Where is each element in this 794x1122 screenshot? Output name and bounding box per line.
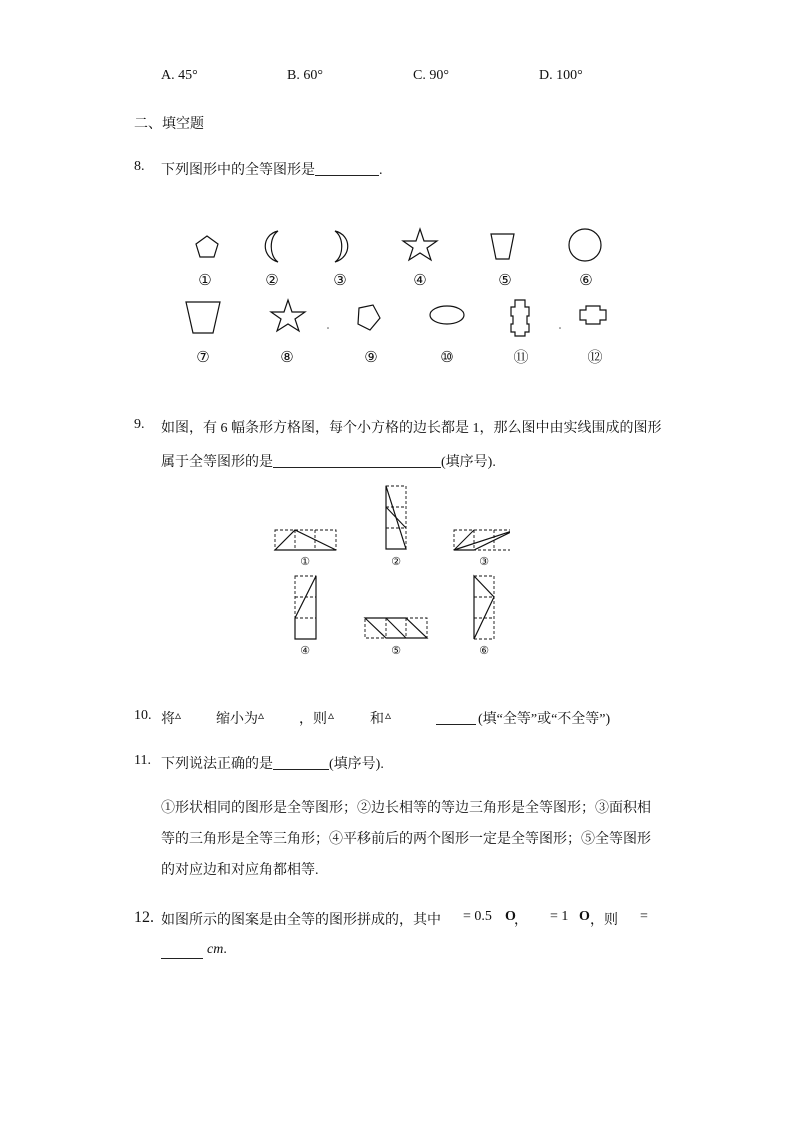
q9-figure <box>270 484 510 659</box>
q8-figure <box>170 220 630 370</box>
trapezoid-shape-5 <box>491 234 514 259</box>
q8-label-10: ⑩ <box>440 348 454 366</box>
q11-statements: ①形状相同的图形是全等图形；②边长相等的等边三角形是全等图形；③面积相等的三角形是全等三角形；④平移前后的两个图形一定是全等图形；⑤全等图形的对应边和对应角都相等. <box>161 801 651 878</box>
pentagon-shape-1 <box>196 236 218 257</box>
strip-2 <box>386 486 406 549</box>
q8-answer-blank[interactable] <box>315 161 379 176</box>
q8-label-12: ⑫ <box>587 348 603 366</box>
q10-triangle-4: ▵ <box>385 708 392 722</box>
q12-text: 如图所示的图案是由全等的图形拼成的，其中 <box>161 913 441 928</box>
q9-number: 9. <box>134 417 145 432</box>
q8-label-11: ⑪ <box>513 348 529 366</box>
q9-end: (填序号). <box>441 455 496 470</box>
crescent-shape-3 <box>335 231 348 262</box>
strip-1 <box>275 530 336 550</box>
q8-number: 8. <box>134 159 145 174</box>
q10-triangle-3: ▵ <box>328 708 335 722</box>
star-shape-8 <box>271 300 305 331</box>
cross-shape-12 <box>580 306 606 324</box>
q8-label-2: ② <box>265 271 279 289</box>
q12-number: 12. <box>134 909 154 926</box>
q12-unit-cm-text: cm <box>207 942 224 957</box>
ellipse-shape-10 <box>430 306 464 324</box>
q11-text <box>161 753 384 773</box>
q8-label-6: ⑥ <box>579 271 593 289</box>
q10-triangle-2: ▵ <box>258 708 265 722</box>
circle-shape-6 <box>569 229 601 261</box>
q9-label-4: ④ <box>300 644 310 657</box>
q12-answer-blank[interactable] <box>161 944 203 959</box>
trapezoid-shape-7 <box>186 302 220 333</box>
q7-option-a: A. 45° <box>161 68 198 83</box>
q9-label-5: ⑤ <box>391 644 401 657</box>
q7-option-b: B. 60° <box>287 68 323 83</box>
q8-text <box>161 159 383 179</box>
cross-shape-11 <box>511 300 529 336</box>
star-shape-4 <box>403 229 437 260</box>
q12-value-1: = 0.5 <box>463 909 492 924</box>
q12-end: . <box>223 942 227 957</box>
q10-p3: ，则 <box>299 712 327 727</box>
q12-unit-2: O <box>579 909 590 924</box>
q8-end: . <box>379 163 383 178</box>
q10-p1: 将 <box>161 712 175 727</box>
q11-number: 11. <box>134 753 151 768</box>
q12-equals: = <box>640 909 648 924</box>
strip-3 <box>454 530 510 550</box>
q8-label-5: ⑤ <box>498 271 512 289</box>
q11-end: (填序号). <box>329 757 384 772</box>
q10-triangle-1: ▵ <box>175 708 182 722</box>
strip-6 <box>474 576 494 639</box>
q10-p2: 缩小为 <box>216 712 258 727</box>
q8-stem: 下列图形中的全等图形是 <box>161 163 315 178</box>
q11-stem: 下列说法正确的是 <box>161 757 273 772</box>
q10-number: 10. <box>134 708 152 723</box>
q9-answer-blank[interactable] <box>273 453 441 468</box>
q9-label-1: ① <box>300 555 310 568</box>
section-title: 二、填空题 <box>134 117 204 132</box>
q9-label-6: ⑥ <box>479 644 489 657</box>
q12-unit-cm <box>207 942 227 958</box>
q8-label-4: ④ <box>413 271 427 289</box>
pentagon-shape-9 <box>358 305 380 330</box>
q10-p4: 和 <box>370 712 384 727</box>
q9-line2 <box>161 451 496 471</box>
q9-label-2: ② <box>391 555 401 568</box>
q12-comma-2: ，则 <box>590 913 618 928</box>
q7-option-d: D. 100° <box>539 68 583 83</box>
q11-answer-blank[interactable] <box>273 755 329 770</box>
q9-label-3: ③ <box>479 555 489 568</box>
q7-option-c: C. 90° <box>413 68 449 83</box>
q12-value-2: = 1 <box>550 909 569 924</box>
q12-comma-1: ， <box>514 913 528 928</box>
q8-label-7: ⑦ <box>196 348 210 366</box>
q12-unit-1: O <box>505 909 516 924</box>
q10-answer-blank[interactable] <box>436 710 476 725</box>
q10-tail: (填“全等”或“不全等”) <box>478 712 611 727</box>
q9-stem: 属于全等图形的是 <box>161 455 273 470</box>
strip-5 <box>365 618 427 638</box>
q8-label-1: ① <box>198 271 212 289</box>
strip-4 <box>295 576 316 639</box>
q8-label-9: ⑨ <box>364 348 378 366</box>
crescent-shape-2 <box>265 231 278 262</box>
q8-label-8: ⑧ <box>280 348 294 366</box>
q8-label-3: ③ <box>333 271 347 289</box>
q9-line1: 如图，有 6 幅条形方格图，每个小方格的边长都是 1，那么图中由实线围成的图形 <box>161 421 662 436</box>
